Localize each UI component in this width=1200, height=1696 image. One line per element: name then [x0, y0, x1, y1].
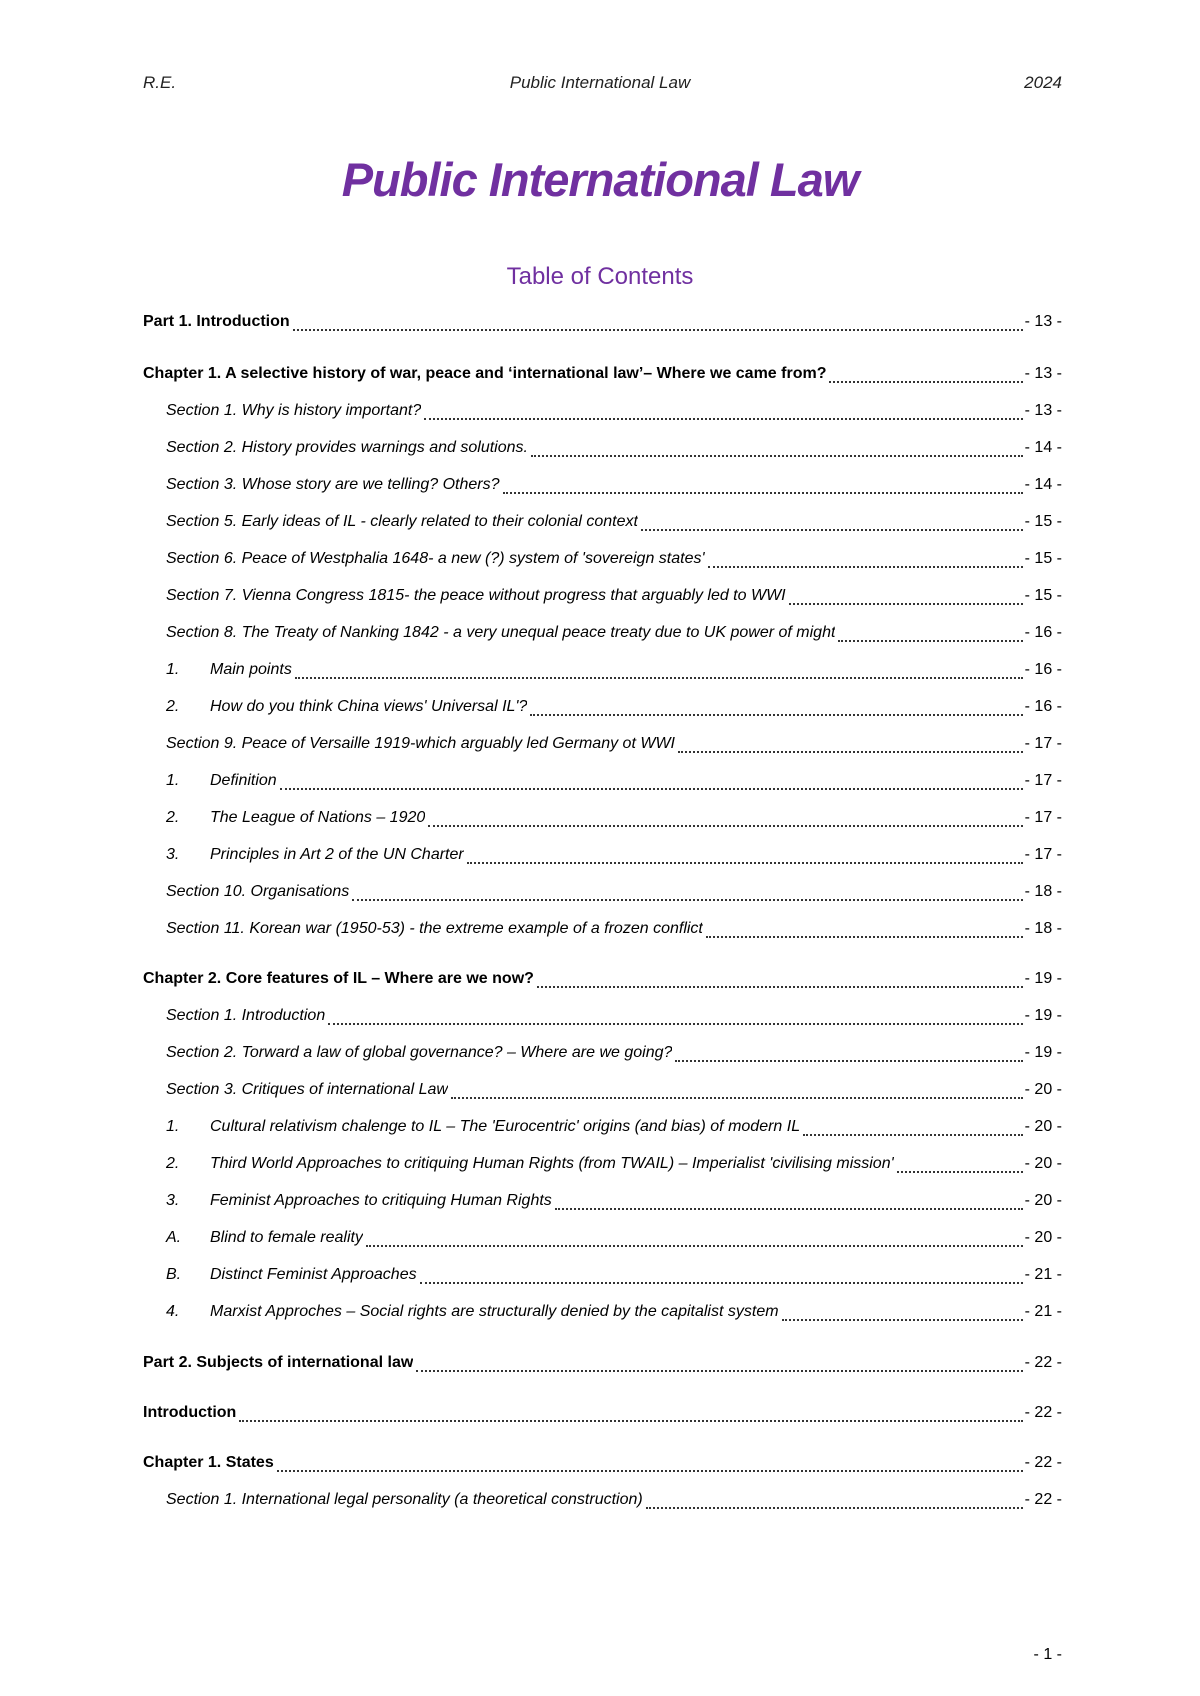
toc-entry-title: Definition [210, 772, 277, 789]
toc-leader-dots [293, 329, 1023, 331]
toc-leader-dots [328, 1023, 1022, 1025]
header-title: Public International Law [509, 73, 691, 92]
toc-leader-dots [555, 1208, 1023, 1210]
toc-entry-page: - 15 - [1024, 587, 1062, 604]
toc-entry[interactable] [166, 809, 1062, 833]
toc-entry-title: Section 1. Introduction [166, 1007, 326, 1024]
toc-entry-page: - 19 - [1024, 1007, 1062, 1024]
toc-entry-page: - 13 - [1024, 365, 1062, 382]
toc-entry[interactable] [166, 1118, 1062, 1142]
toc-entry[interactable] [143, 970, 1062, 994]
toc-entry-page: - 13 - [1024, 313, 1062, 330]
toc-entry-title: The League of Nations – 1920 [210, 809, 426, 826]
toc-entry-title: Section 2. History provides warnings and solutions. [166, 439, 528, 456]
toc-entry-page: - 22 - [1024, 1491, 1062, 1508]
toc-entry-page: - 15 - [1024, 550, 1062, 567]
toc-entry[interactable] [166, 1192, 1062, 1216]
toc-leader-dots [708, 566, 1023, 568]
toc-entry-number: 1. [166, 1118, 180, 1135]
toc-entry-title: Marxist Approches – Social rights are structurally denied by the capitalist system [210, 1303, 779, 1320]
toc-leader-dots [803, 1134, 1023, 1136]
toc-leader-dots [503, 492, 1023, 494]
toc-leader-dots [897, 1171, 1023, 1173]
toc-entry[interactable] [166, 513, 1062, 537]
toc-entry-page: - 19 - [1024, 970, 1062, 987]
toc-leader-dots [706, 936, 1023, 938]
toc-entry[interactable] [166, 476, 1062, 500]
toc-entry-title: Section 5. Early ideas of IL - clearly related to their colonial context [166, 513, 638, 530]
toc-leader-dots [829, 381, 1022, 383]
toc-entry-page: - 20 - [1024, 1155, 1062, 1172]
toc-leader-dots [277, 1470, 1023, 1472]
toc-entry[interactable] [166, 920, 1062, 944]
toc-entry[interactable] [143, 313, 1062, 337]
toc-entry-page: - 20 - [1024, 1081, 1062, 1098]
toc-entry-title: Section 1. Why is history important? [166, 402, 422, 419]
toc-entry[interactable] [166, 735, 1062, 759]
toc-entry-title: Section 7. Vienna Congress 1815- the peace without progress that arguably led to WWI [166, 587, 786, 604]
toc-entry[interactable] [166, 439, 1062, 463]
toc-entry-title: Blind to female reality [210, 1229, 363, 1246]
toc-entry-page: - 18 - [1024, 883, 1062, 900]
toc-leader-dots [424, 418, 1022, 420]
toc-entry[interactable] [143, 365, 1062, 389]
toc-entry-title: Cultural relativism chalenge to IL – The 'Eurocentric' origins (and bias) of modern IL [210, 1118, 801, 1135]
toc-entry-number: 3. [166, 846, 180, 863]
toc-entry-page: - 16 - [1024, 624, 1062, 641]
toc-entry[interactable] [166, 883, 1062, 907]
toc-entry-title: Third World Approaches to critiquing Human Rights (from TWAIL) – Imperialist 'civilising mission' [210, 1155, 894, 1172]
toc-entry[interactable] [166, 1007, 1062, 1031]
toc-entry[interactable] [166, 698, 1062, 722]
toc-leader-dots [420, 1282, 1023, 1284]
toc-entry[interactable] [166, 1266, 1062, 1290]
toc-entry-number: B. [166, 1266, 182, 1283]
toc-entry[interactable] [166, 661, 1062, 685]
toc-entry-number: 2. [166, 809, 180, 826]
toc-entry-title: Chapter 1. States [143, 1454, 274, 1471]
toc-leader-dots [352, 899, 1022, 901]
toc-entry-title: Chapter 2. Core features of IL – Where are we now? [143, 970, 534, 987]
toc-entry-number: 2. [166, 698, 180, 715]
header-year: 2024 [1024, 73, 1062, 92]
toc-entry-title: Section 11. Korean war (1950-53) - the extreme example of a frozen conflict [166, 920, 703, 937]
toc-entry-page: - 21 - [1024, 1266, 1062, 1283]
toc-entry[interactable] [166, 1081, 1062, 1105]
toc-entry-page: - 17 - [1024, 772, 1062, 789]
toc-entry[interactable] [166, 1491, 1062, 1515]
toc-entry[interactable] [166, 1229, 1062, 1253]
toc-entry-page: - 15 - [1024, 513, 1062, 530]
toc-entry-page: - 14 - [1024, 476, 1062, 493]
toc-entry-title: Section 1. International legal personality (a theoretical construction) [166, 1491, 643, 1508]
toc-leader-dots [416, 1370, 1022, 1372]
toc-leader-dots [295, 677, 1023, 679]
toc-entry[interactable] [143, 1454, 1062, 1478]
toc-entry-number: 4. [166, 1303, 180, 1320]
toc-entry-title: Distinct Feminist Approaches [210, 1266, 417, 1283]
toc-entry-page: - 17 - [1024, 809, 1062, 826]
toc-entry-title: Introduction [143, 1404, 237, 1421]
toc-entry-page: - 17 - [1024, 735, 1062, 752]
toc-entry-title: Section 3. Critiques of international Law [166, 1081, 448, 1098]
toc-entry-title: How do you think China views' Universal IL'? [210, 698, 528, 715]
toc-entry-title: Feminist Approaches to critiquing Human Rights [210, 1192, 552, 1209]
toc-entry-page: - 20 - [1024, 1229, 1062, 1246]
toc-entry-page: - 20 - [1024, 1192, 1062, 1209]
toc-leader-dots [530, 714, 1022, 716]
toc-leader-dots [678, 751, 1023, 753]
toc-entry-title: Principles in Art 2 of the UN Charter [210, 846, 464, 863]
toc-entry-page: - 20 - [1024, 1118, 1062, 1135]
toc-entry[interactable] [166, 402, 1062, 426]
toc-heading: Table of Contents [506, 263, 694, 290]
toc-entry[interactable] [166, 624, 1062, 648]
toc-entry-page: - 16 - [1024, 698, 1062, 715]
toc-entry-title: Section 2. Torward a law of global governance? – Where are we going? [166, 1044, 673, 1061]
toc-entry-number: 3. [166, 1192, 180, 1209]
toc-entry-title: Part 2. Subjects of international law [143, 1354, 414, 1371]
toc-leader-dots [641, 529, 1023, 531]
toc-leader-dots [838, 640, 1022, 642]
toc-entry-number: A. [166, 1229, 182, 1246]
toc-leader-dots [280, 788, 1023, 790]
toc-entry-title: Section 8. The Treaty of Nanking 1842 - a very unequal peace treaty due to UK power of might [166, 624, 836, 641]
toc-leader-dots [366, 1245, 1023, 1247]
toc-entry[interactable] [143, 1354, 1062, 1378]
header-author: R.E. [143, 73, 177, 92]
toc-entry[interactable] [166, 1303, 1062, 1327]
toc-entry-title: Chapter 1. A selective history of war, peace and ‘international law’– Where we came from? [143, 365, 827, 382]
toc-leader-dots [428, 825, 1022, 827]
toc-entry[interactable] [166, 550, 1062, 574]
toc-entry-page: - 19 - [1024, 1044, 1062, 1061]
toc-leader-dots [782, 1319, 1023, 1321]
toc-entry-title: Section 10. Organisations [166, 883, 350, 900]
toc-leader-dots [537, 986, 1023, 988]
toc-entry-title: Section 3. Whose story are we telling? Others? [166, 476, 500, 493]
toc-entry-number: 1. [166, 772, 180, 789]
toc-entry[interactable] [166, 772, 1062, 796]
toc-leader-dots [646, 1507, 1023, 1509]
toc-entry[interactable] [166, 846, 1062, 870]
toc-entry-title: Section 9. Peace of Versaille 1919-which arguably led Germany ot WWI [166, 735, 675, 752]
toc-entry-page: - 22 - [1024, 1404, 1062, 1421]
toc-entry-page: - 16 - [1024, 661, 1062, 678]
document-title: Public International Law [341, 153, 859, 206]
toc-leader-dots [675, 1060, 1022, 1062]
toc-entry-title: Main points [210, 661, 292, 678]
toc-entry-number: 1. [166, 661, 180, 678]
toc-entry[interactable] [143, 1404, 1062, 1428]
toc-entry-page: - 17 - [1024, 846, 1062, 863]
toc-leader-dots [451, 1097, 1023, 1099]
toc-leader-dots [467, 862, 1023, 864]
toc-leader-dots [531, 455, 1023, 457]
toc-entry[interactable] [166, 587, 1062, 611]
page-number: - 1 - [1033, 1646, 1062, 1663]
toc-entry[interactable] [166, 1155, 1062, 1179]
toc-leader-dots [239, 1420, 1022, 1422]
toc-entry-page: - 14 - [1024, 439, 1062, 456]
toc-entry-number: 2. [166, 1155, 180, 1172]
toc-entry-page: - 22 - [1024, 1354, 1062, 1371]
toc-entry-page: - 13 - [1024, 402, 1062, 419]
toc-leader-dots [789, 603, 1023, 605]
toc-entry-page: - 18 - [1024, 920, 1062, 937]
toc-entry-title: Section 6. Peace of Westphalia 1648- a new (?) system of 'sovereign states' [166, 550, 705, 567]
toc-entry[interactable] [166, 1044, 1062, 1068]
toc-entry-page: - 22 - [1024, 1454, 1062, 1471]
toc-entry-page: - 21 - [1024, 1303, 1062, 1320]
toc-entry-title: Part 1. Introduction [143, 313, 290, 330]
